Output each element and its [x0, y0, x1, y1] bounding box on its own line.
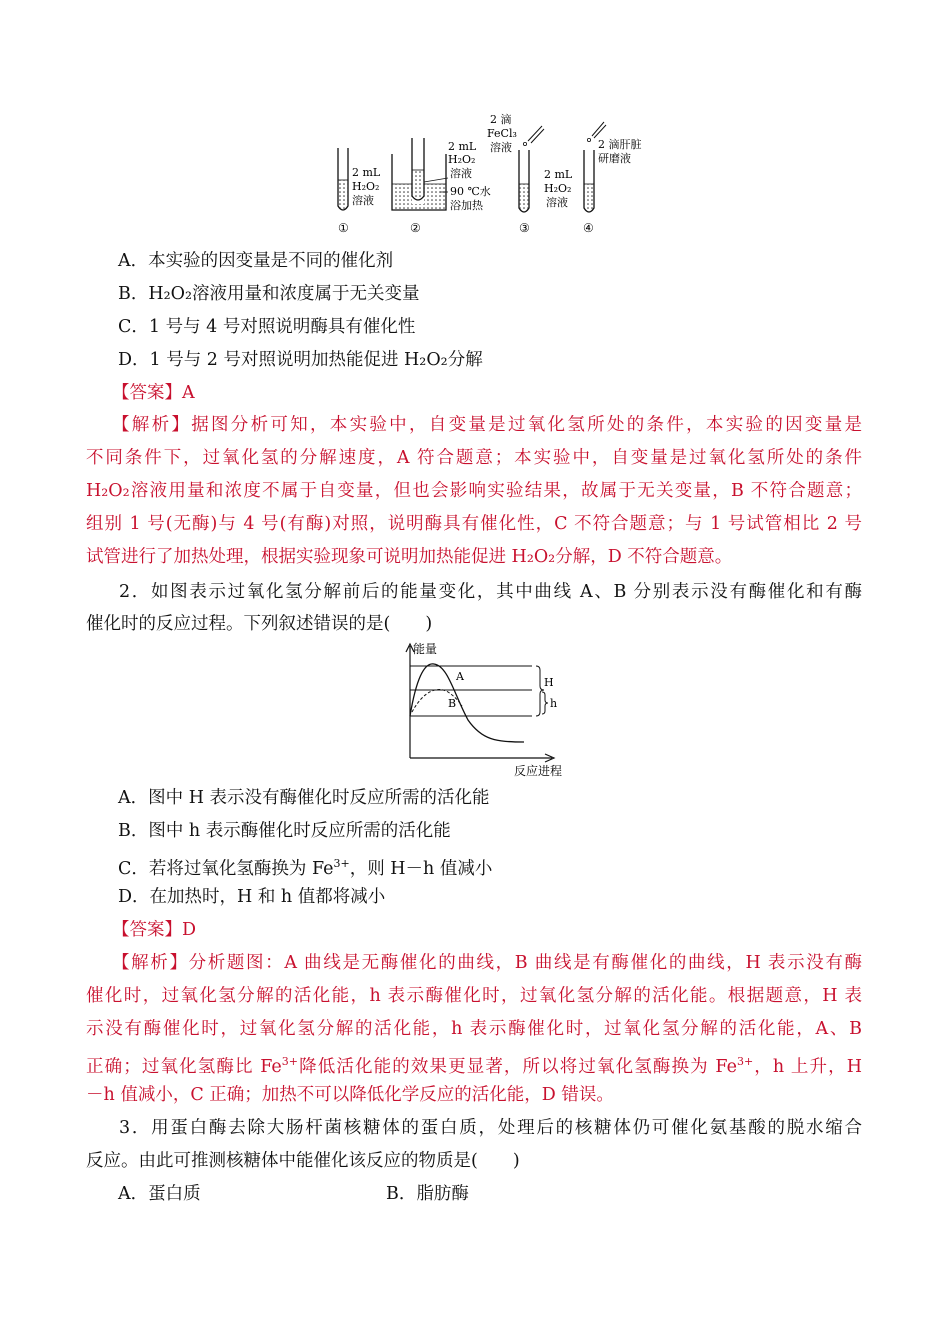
- q1-analysis-line-5: 试管进行了加热处理，根据实验现象可说明加热能促进 H₂O₂分解，D 不符合题意。: [86, 547, 733, 567]
- q2-stem-line-2: 催化时的反应过程。下列叙述错误的是( ): [86, 614, 433, 634]
- q1-option-b: B．H₂O₂溶液用量和浓度属于无关变量: [118, 284, 420, 304]
- q2-option-b: B．图中 h 表示酶催化时反应所需的活化能: [118, 821, 451, 841]
- fig-label-fecl3: FeCl₃: [487, 127, 517, 140]
- q2-option-c: [118, 853, 492, 880]
- graph-xlabel: 反应进程: [514, 764, 563, 778]
- q2-option-d: D．在加热时，H 和 h 值都将减小: [118, 887, 386, 907]
- q2-option-c-pre: C．若将过氧化氢酶换为 Fe: [118, 858, 334, 879]
- q2-stem-text-1: 2．如图表示过氧化氢分解前后的能量变化，其中曲线 A、B 分别表示没有酶催化和有酶: [119, 582, 862, 602]
- q1-option-d: D．1 号与 2 号对照说明加热能促进 H₂O₂分解: [118, 350, 483, 370]
- q1-analysis-line-2: 不同条件下，过氧化氢的分解速度，A 符合题意；本实验中，自变量是过氧化氢所处的条件: [86, 448, 862, 468]
- curve-a-label: A: [456, 670, 464, 683]
- tube-label-2: ②: [410, 221, 421, 235]
- q2-analysis-sup-2: 3+: [736, 1055, 754, 1068]
- q1-analysis-tag: 【解析】: [112, 415, 192, 435]
- fig-label-2ml-c: 2 mL: [544, 168, 573, 181]
- q2-analysis-text-1: 分析题图：A 曲线是无酶催化的曲线，B 曲线是有酶催化的曲线，H 表示没有酶: [188, 953, 863, 973]
- q2-option-c-sup: 3+: [333, 857, 350, 870]
- q3-option-b: B．脂肪酶: [386, 1184, 469, 1204]
- q2-analysis-line-5: －h 值减小，C 正确；加热不可以降低化学反应的活化能，D 错误。: [86, 1085, 614, 1105]
- tube-4: [584, 122, 606, 212]
- q1-answer-value: A: [182, 383, 195, 403]
- tube-1: [338, 148, 348, 210]
- fig-label-solution-b: 溶液: [450, 167, 472, 180]
- tube-3: [519, 126, 544, 212]
- fig-label-h2o2-a: H₂O₂: [352, 180, 380, 193]
- fig-label-grind: 研磨液: [598, 152, 631, 165]
- q2-option-a: A．图中 H 表示没有酶催化时反应所需的活化能: [118, 788, 490, 808]
- q2-answer-tag: 【答案】: [112, 920, 182, 940]
- q1-analysis-line-4: 组别 1 号(无酶)与 4 号(有酶)对照，说明酶具有催化性，C 不符合题意；与 1 号试管相比 2 号: [86, 514, 862, 534]
- q1-analysis-text-1: 据图分析可知，本实验中，自变量是过氧化氢所处的条件，本实验的因变量是: [191, 415, 863, 435]
- q2-answer: [112, 919, 196, 941]
- tube-label-3: ③: [519, 221, 530, 235]
- bracket-h-small-label: h: [550, 697, 558, 710]
- q2-analysis-tag: 【解析】: [112, 953, 189, 973]
- test-tube-figure: [330, 110, 642, 238]
- graph-ylabel: 能量: [413, 642, 438, 656]
- q1-answer-tag: 【答案】: [112, 383, 182, 403]
- fig-label-2ml-b: 2 mL: [448, 140, 477, 153]
- fig-label-h2o2-b: H₂O₂: [448, 153, 476, 166]
- curve-b-label: B: [448, 697, 457, 710]
- fig-label-2drops-fe: 2 滴: [490, 113, 512, 126]
- q1-option-a: A．本实验的因变量是不同的催化剂: [118, 251, 394, 271]
- q2-analysis-line-1: [86, 952, 862, 974]
- fig-label-2ml-a: 2 mL: [352, 166, 381, 179]
- curve-a-path: [410, 664, 524, 742]
- q3-stem-text-1: 3．用蛋白酶去除大肠杆菌核糖体的蛋白质，处理后的核糖体仍可催化氨基酸的脱水缩合: [119, 1118, 862, 1138]
- q1-analysis-line-1: [86, 414, 862, 436]
- q2-stem-line-1: [86, 581, 862, 603]
- fig-label-solution-a: 溶液: [352, 194, 374, 207]
- q3-stem-line-1: [86, 1117, 862, 1139]
- fig-label-90c: 90 ℃水: [450, 185, 491, 198]
- fig-label-bath: 浴加热: [450, 199, 483, 212]
- q3-option-a: A．蛋白质: [118, 1184, 201, 1204]
- fig-label-2drops-liver: 2 滴肝脏: [598, 138, 642, 151]
- q2-analysis-sup-1: 3+: [281, 1055, 299, 1068]
- fig-label-fe-solution: 溶液: [490, 141, 512, 154]
- q1-analysis-line-3: H₂O₂溶液用量和浓度不属于自变量，但也会影响实验结果，故属于无关变量，B 不符合题意；: [86, 481, 862, 501]
- bracket-h-big-label: H: [544, 676, 554, 689]
- water-bath-beaker: [392, 138, 448, 210]
- q2-analysis-line-3: 示没有酶催化时，过氧化氢分解的活化能，h 表示酶催化时，过氧化氢分解的活化能，A、B: [86, 1019, 862, 1039]
- q2-option-c-post: ，则 H－h 值减小: [349, 858, 493, 879]
- energy-graph: [396, 640, 576, 780]
- tube-label-4: ④: [583, 221, 594, 235]
- q2-analysis-text-4c: ，h 上升，H: [753, 1056, 862, 1077]
- q2-answer-value: D: [182, 920, 197, 940]
- tube-label-1: ①: [338, 221, 349, 235]
- q2-analysis-text-4b: 降低活化能的效果更显著，所以将过氧化氢酶换为 Fe: [298, 1056, 737, 1077]
- q1-option-c: C．1 号与 4 号对照说明酶具有催化性: [118, 317, 416, 337]
- q2-analysis-text-4a: 正确；过氧化氢酶比 Fe: [86, 1056, 282, 1077]
- q2-analysis-line-2: 催化时，过氧化氢分解的活化能，h 表示酶催化时，过氧化氢分解的活化能。根据题意，H 表: [86, 986, 862, 1006]
- q1-answer: [112, 382, 195, 404]
- fig-label-solution-c: 溶液: [546, 196, 568, 209]
- q2-analysis-line-4: [86, 1051, 862, 1078]
- fig-label-h2o2-c: H₂O₂: [544, 182, 572, 195]
- q3-stem-line-2: 反应。由此可推测核糖体中能催化该反应的物质是( ): [86, 1151, 520, 1171]
